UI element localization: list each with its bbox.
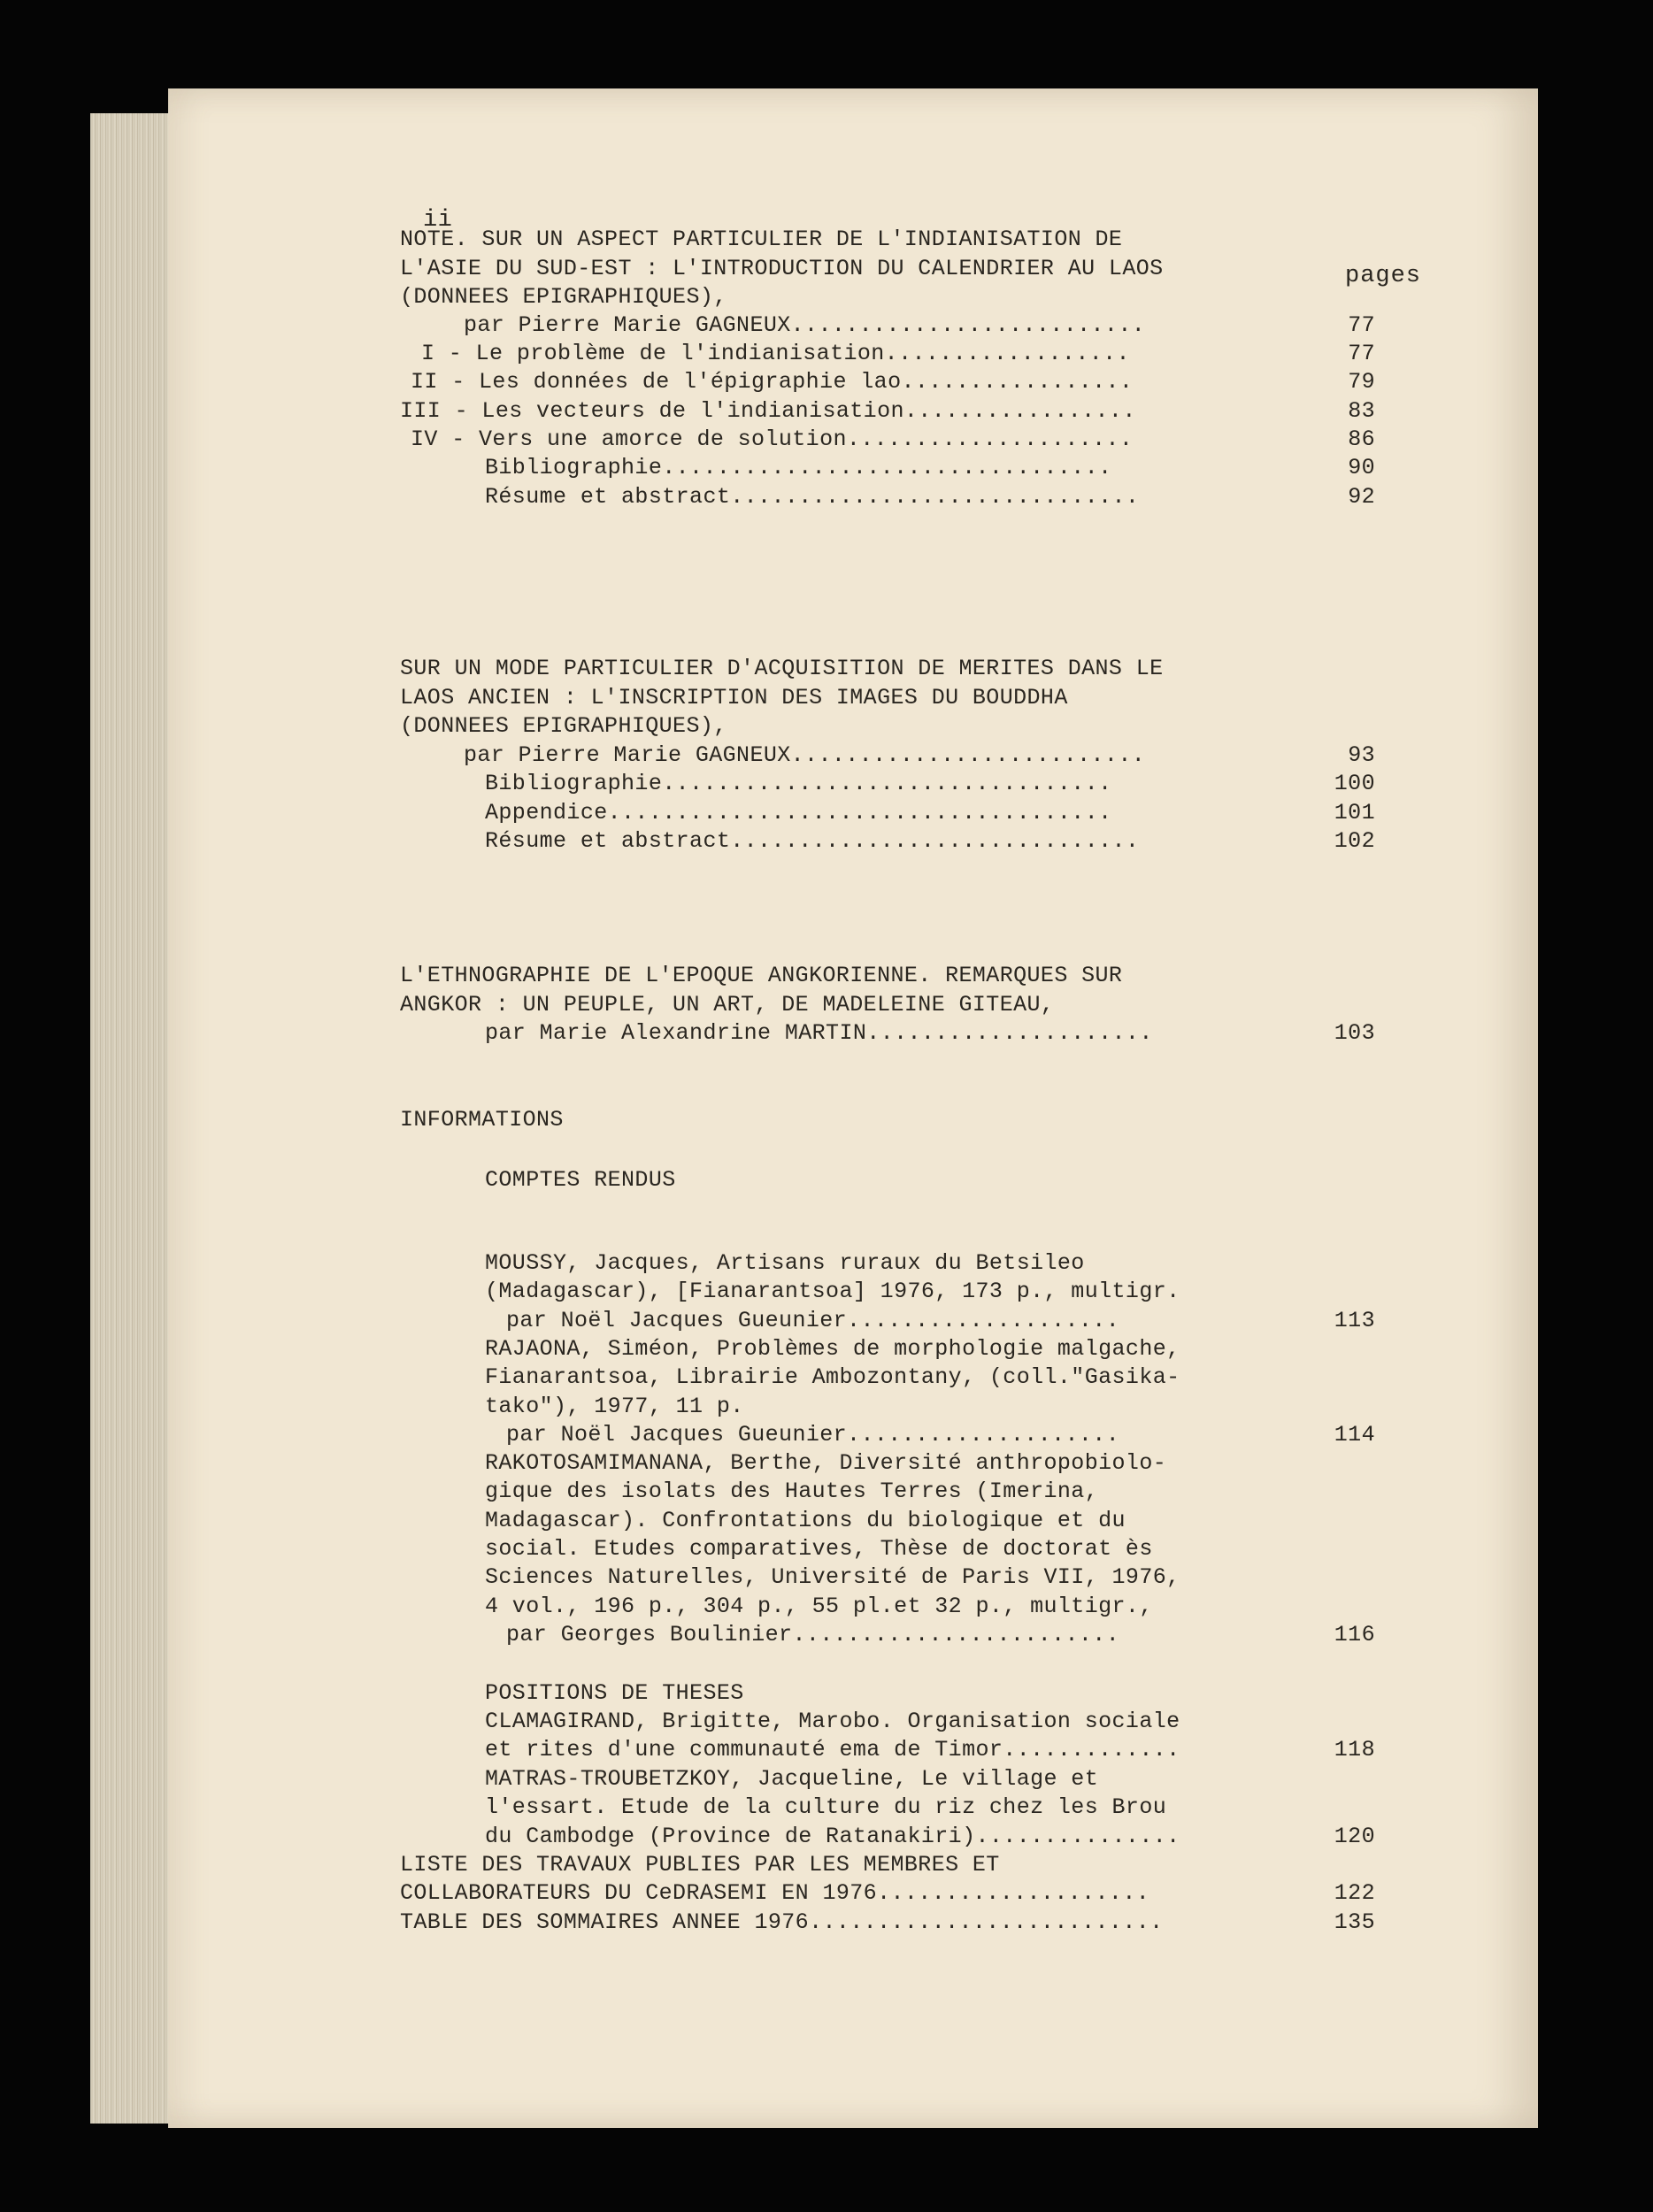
toc-line-text: I - Le problème de l'indianisation.................. [421,341,1130,366]
toc-line-text: LAOS ANCIEN : L'INSCRIPTION DES IMAGES DU BOUDDHA [400,685,1068,710]
toc-line-text: RAJAONA, Siméon, Problèmes de morphologie malgache, [485,1336,1180,1362]
toc-line-text: COLLABORATEURS DU CeDRASEMI EN 1976.................... [400,1880,1150,1906]
toc-line-text: social. Etudes comparatives, Thèse de doctorat ès [485,1536,1153,1562]
toc-line-text: l'essart. Etude de la culture du riz chez les Brou [485,1794,1167,1820]
toc-line [168,311,1538,340]
toc-line [168,655,1538,683]
toc-line [168,1019,1538,1048]
toc-line-text: par Noël Jacques Gueunier.................... [506,1308,1120,1333]
toc-line [168,1507,1538,1535]
toc-line [168,684,1538,712]
toc-line [168,1708,1538,1736]
toc-line-text: INFORMATIONS [400,1107,564,1133]
toc-line-text: 4 vol., 196 p., 304 p., 55 pl.et 32 p., multigr., [485,1594,1153,1619]
toc-line-text: POSITIONS DE THESES [485,1680,744,1706]
toc-line-text: par Marie Alexandrine MARTIN..................... [485,1020,1153,1046]
toc-line-text: Madagascar). Confrontations du biologique et du [485,1508,1126,1533]
toc-page-number: 103 [1334,1020,1375,1046]
toc-line-text: CLAMAGIRAND, Brigitte, Marobo. Organisation sociale [485,1709,1180,1734]
toc-line-text: NOTE. SUR UN ASPECT PARTICULIER DE L'INDIANISATION DE [400,227,1123,252]
toc-line [168,1249,1538,1278]
toc-line [168,741,1538,770]
toc-line [168,1909,1538,1937]
toc-line [168,1307,1538,1335]
toc-line [168,1393,1538,1421]
toc-line [168,1278,1538,1306]
toc-line-text: L'ASIE DU SUD-EST : L'INTRODUCTION DU CALENDRIER AU LAOS [400,256,1164,281]
toc-line [168,1166,1538,1194]
toc-line-text: Bibliographie................................. [485,455,1112,480]
toc-line [168,226,1538,254]
toc-line-text: RAKOTOSAMIMANANA, Berthe, Diversité anthropobiolo- [485,1450,1167,1476]
toc-line [168,1593,1538,1621]
toc-page-number: 77 [1348,312,1375,338]
page-number: ii [423,207,453,234]
toc-line-text: SUR UN MODE PARTICULIER D'ACQUISITION DE MERITES DANS LE [400,656,1164,681]
toc-line-text: TABLE DES SOMMAIRES ANNEE 1976.......................... [400,1909,1164,1935]
toc-page-number: 77 [1348,341,1375,366]
toc-line-text: MATRAS-TROUBETZKOY, Jacqueline, Le village et [485,1766,1099,1792]
toc-line-text: par Noël Jacques Gueunier.................... [506,1422,1120,1448]
toc-line-text: (Madagascar), [Fianarantsoa] 1976, 173 p., multigr. [485,1279,1180,1304]
document-page [168,88,1538,2128]
toc-line-text: IV - Vers une amorce de solution..................... [411,426,1134,452]
toc-page-number: 79 [1348,369,1375,395]
toc-line [168,1621,1538,1649]
toc-line [168,368,1538,396]
table-of-contents [168,88,1538,2128]
toc-line-text: Fianarantsoa, Librairie Ambozontany, (coll."Gasika- [485,1364,1180,1390]
toc-page-number: 135 [1334,1909,1375,1935]
toc-page-number: 116 [1334,1622,1375,1647]
toc-page-number: 114 [1334,1422,1375,1448]
toc-line-text: Bibliographie................................. [485,771,1112,796]
toc-line [168,1679,1538,1708]
toc-line-text: LISTE DES TRAVAUX PUBLIES PAR LES MEMBRES ET [400,1852,1000,1878]
toc-line [168,340,1538,368]
toc-line [168,1421,1538,1449]
toc-line-text: Résume et abstract.............................. [485,828,1140,854]
toc-line-text: Appendice..................................... [485,800,1112,826]
toc-line [168,1736,1538,1764]
toc-line [168,799,1538,827]
toc-line-text: par Pierre Marie GAGNEUX.......................... [464,742,1146,768]
toc-line-text: (DONNEES EPIGRAPHIQUES), [400,713,727,739]
toc-page-number: 92 [1348,484,1375,510]
toc-page-number: 101 [1334,800,1375,826]
toc-line [168,1449,1538,1478]
toc-line [168,1106,1538,1134]
toc-line [168,1823,1538,1851]
toc-line-text: MOUSSY, Jacques, Artisans ruraux du Betsileo [485,1250,1085,1276]
toc-line [168,1535,1538,1563]
toc-line [168,1363,1538,1392]
toc-line-text: gique des isolats des Hautes Terres (Imerina, [485,1479,1099,1504]
toc-line [168,1851,1538,1879]
toc-page-number: 122 [1334,1880,1375,1906]
toc-line [168,1765,1538,1793]
toc-page-number: 83 [1348,398,1375,424]
toc-page-number: 102 [1334,828,1375,854]
toc-line [168,1879,1538,1908]
toc-line [168,1335,1538,1363]
toc-page-number: 118 [1334,1737,1375,1763]
toc-line-text: par Pierre Marie GAGNEUX.......................... [464,312,1146,338]
toc-line-text: Résume et abstract.............................. [485,484,1140,510]
toc-line-text: par Georges Boulinier........................ [506,1622,1120,1647]
pages-column-header: pages [1345,263,1422,289]
toc-line [168,1563,1538,1592]
toc-page-number: 120 [1334,1824,1375,1849]
toc-line [168,991,1538,1019]
toc-page-number: 86 [1348,426,1375,452]
toc-line-text: II - Les données de l'épigraphie lao................. [411,369,1134,395]
toc-line-text: tako"), 1977, 11 p. [485,1394,744,1419]
toc-line [168,962,1538,990]
toc-line [168,454,1538,482]
toc-line [168,712,1538,741]
toc-line-text: COMPTES RENDUS [485,1167,676,1193]
toc-line-text: L'ETHNOGRAPHIE DE L'EPOQUE ANGKORIENNE. REMARQUES SUR [400,963,1123,988]
toc-line [168,1793,1538,1822]
toc-line [168,426,1538,454]
toc-line [168,483,1538,511]
toc-line [168,283,1538,311]
toc-line [168,397,1538,426]
toc-page-number: 90 [1348,455,1375,480]
toc-line [168,1478,1538,1506]
toc-page-number: 113 [1334,1308,1375,1333]
toc-line-text: du Cambodge (Province de Ratanakiri)............... [485,1824,1180,1849]
toc-line [168,827,1538,856]
toc-line-text: III - Les vecteurs de l'indianisation................. [400,398,1136,424]
toc-page-number: 100 [1334,771,1375,796]
toc-line-text: Sciences Naturelles, Université de Paris VII, 1976, [485,1564,1180,1590]
toc-line-text: ANGKOR : UN PEUPLE, UN ART, DE MADELEINE GITEAU, [400,992,1055,1018]
toc-line-text: et rites d'une communauté ema de Timor............. [485,1737,1180,1763]
toc-line [168,255,1538,283]
toc-line-text: (DONNEES EPIGRAPHIQUES), [400,284,727,310]
toc-line [168,770,1538,798]
toc-page-number: 93 [1348,742,1375,768]
